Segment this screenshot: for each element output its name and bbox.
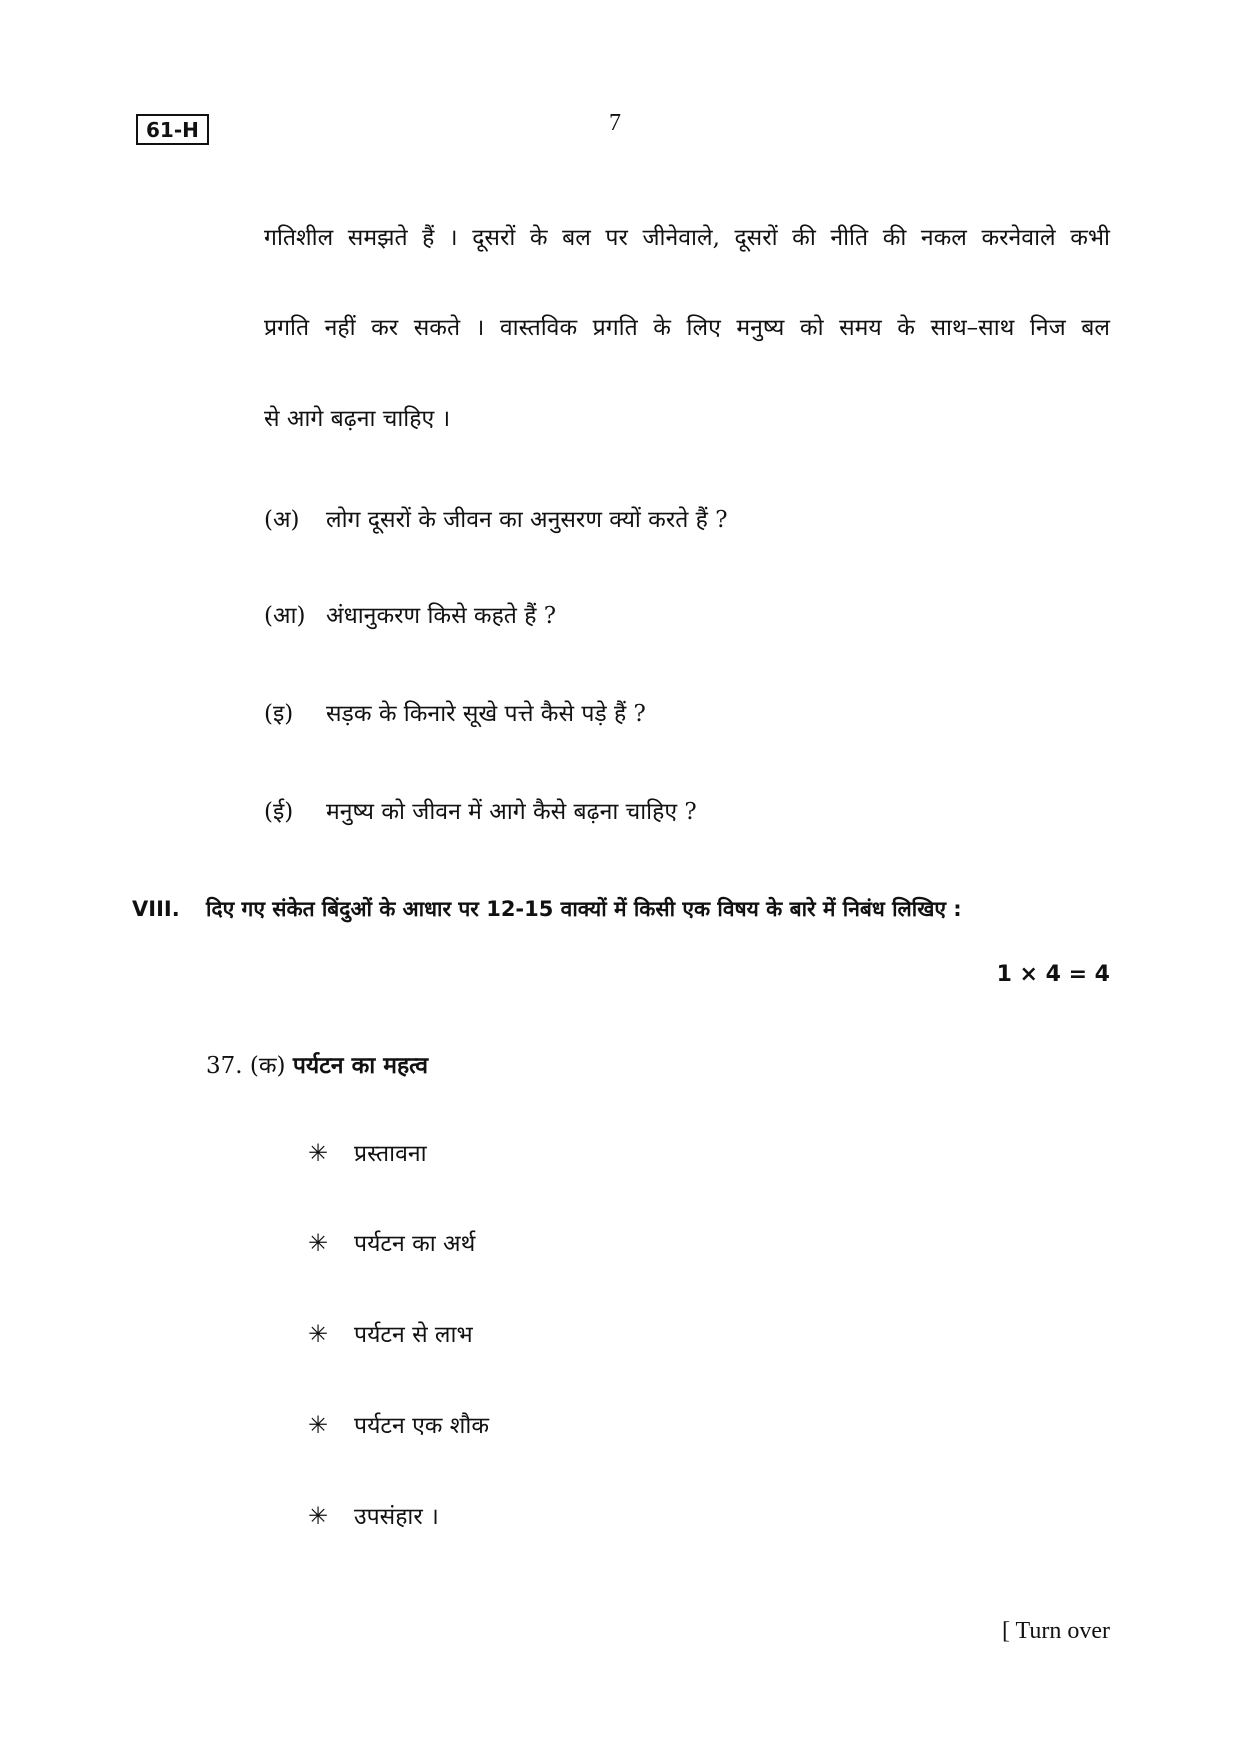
sub-question-text: मनुष्य को जीवन में आगे कैसे बढ़ना चाहिए ? [326,799,697,825]
sub-question-label: (ई) [264,799,294,825]
section-heading [132,894,962,924]
section-instruction: दिए गए संकेत बिंदुओं के आधार पर 12-15 वाक्यों में किसी एक विषय के बारे में निबंध लिखिए : [206,897,962,921]
sub-question [264,797,697,827]
sub-question-text: लोग दूसरों के जीवन का अनुसरण क्यों करते हैं ? [326,507,728,533]
passage-line: प्रगति नहीं कर सकते । वास्तविक प्रगति के लिए मनुष्य को समय के साथ–साथ निज बल [264,315,1110,341]
outline-point [308,1319,473,1350]
passage-line: से आगे बढ़ना चाहिए । [264,406,451,432]
asterisk-bullet-icon: ✳ [308,1320,329,1348]
asterisk-bullet-icon: ✳ [308,1229,329,1257]
sub-question-text: सड़क के किनारे सूखे पत्ते कैसे पड़े हैं ? [326,701,646,727]
outline-point [308,1501,439,1532]
outline-point [308,1228,475,1259]
sub-question-label: (आ) [264,603,306,629]
turn-over-note: [ Turn over [1001,1618,1110,1644]
essay-title: पर्यटन का महत्व [292,1053,429,1079]
outline-point-text: उपसंहार । [354,1504,439,1530]
page-number: 7 [609,110,621,136]
outline-point-text: पर्यटन एक शौक [354,1413,490,1439]
outline-point-text: प्रस्तावना [354,1141,427,1167]
question-heading [206,1051,428,1081]
outline-point [308,1410,489,1441]
sub-question-text: अंधानुकरण किसे कहते हैं ? [326,603,557,629]
sub-question [264,699,646,729]
paper-code-badge: 61-H [136,114,209,145]
section-numeral: VIII. [132,897,180,921]
asterisk-bullet-icon: ✳ [308,1411,329,1439]
outline-point [308,1138,427,1169]
sub-question-label: (इ) [264,701,294,727]
passage-line: गतिशील समझते हैं । दूसरों के बल पर जीनेवाले, दूसरों की नीति की नकल करनेवाले कभी [264,225,1110,251]
asterisk-bullet-icon: ✳ [308,1502,329,1530]
outline-point-text: पर्यटन का अर्थ [354,1231,476,1257]
sub-question-label: (अ) [264,507,300,533]
question-number: 37. (क) [206,1053,286,1079]
marks-allocation: 1 × 4 = 4 [996,962,1110,987]
sub-question [264,601,556,631]
sub-question [264,505,728,535]
asterisk-bullet-icon: ✳ [308,1139,329,1167]
outline-point-text: पर्यटन से लाभ [354,1322,473,1348]
